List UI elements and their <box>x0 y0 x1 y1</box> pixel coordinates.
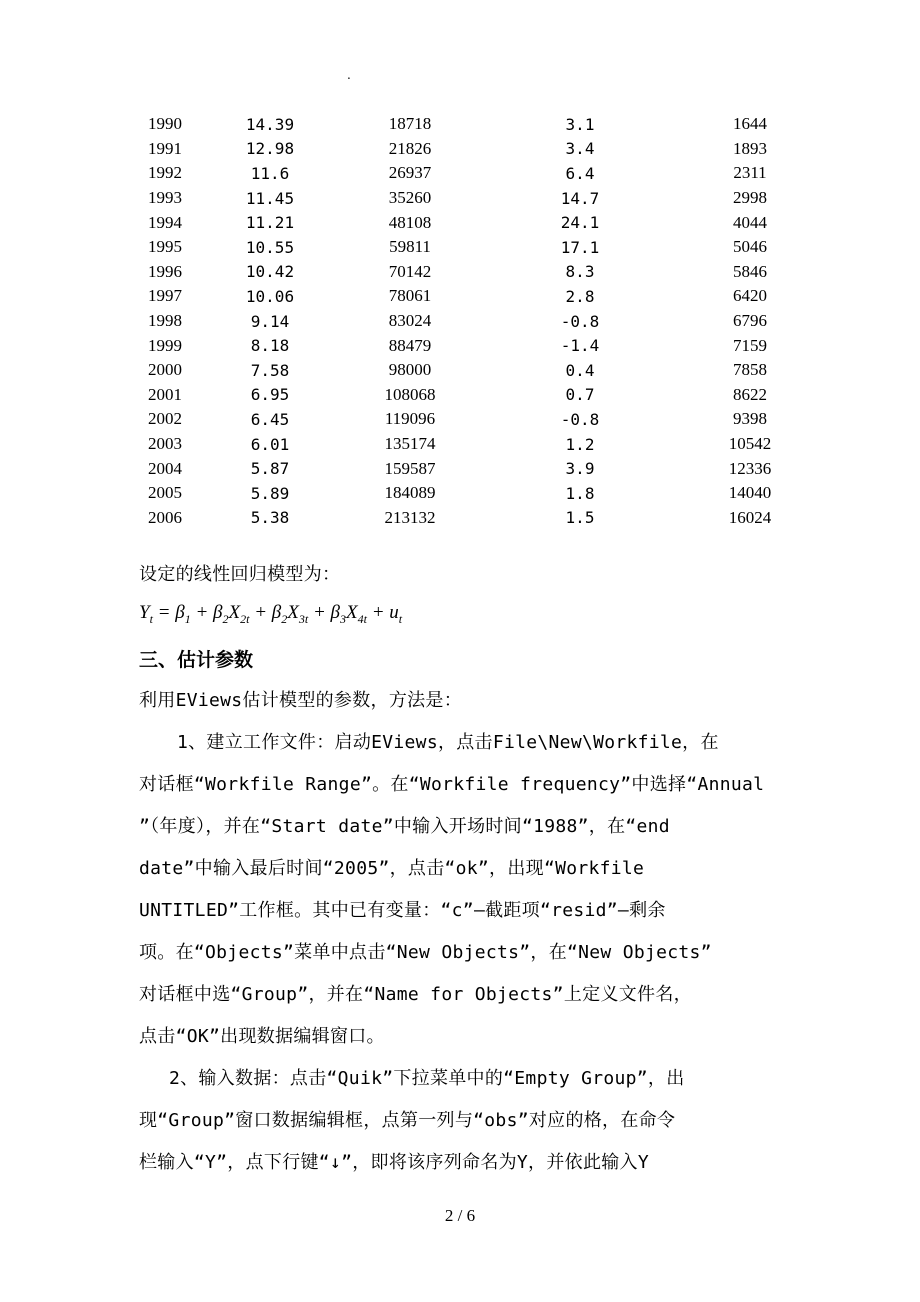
table-cell: 9.14 <box>250 311 290 331</box>
table-cell: 24.1 <box>560 213 600 233</box>
section-heading: 三、估计参数 <box>139 649 254 671</box>
table-row <box>130 210 820 235</box>
regression-formula: $Y_t = \beta_1 + \beta_2X_{2t} + \beta_2X_{3t} + \beta_3X_{4t} + u_t$ <box>139 602 403 626</box>
page-number: 2 / 6 <box>444 1206 476 1225</box>
table-cell: 2003 <box>148 434 182 454</box>
table-cell: 2005 <box>148 483 182 503</box>
intro-text: 利用EViews估计模型的参数，方法是： <box>139 690 463 711</box>
table-cell: 14.7 <box>560 188 600 208</box>
table-cell: 6.95 <box>250 385 290 405</box>
step2-line: 2、输入数据：点击“Quik”下拉菜单中的“Empty Group”，出 <box>169 1068 685 1089</box>
table-cell: 7.58 <box>250 360 290 380</box>
table-cell: 213132 <box>384 507 436 527</box>
table-cell: 1996 <box>148 261 182 281</box>
table-cell: 8622 <box>733 384 767 404</box>
table-cell: 1991 <box>148 138 182 158</box>
table-cell: 8.3 <box>565 262 595 282</box>
table-row <box>130 506 820 531</box>
step1-line: 对话框“Workfile Range”。在“Workfile frequency”中选择“Annual <box>139 774 765 795</box>
table-cell: 1992 <box>148 163 182 183</box>
table-cell: -0.8 <box>560 311 600 331</box>
table-row <box>130 383 820 408</box>
table-cell: 3.1 <box>565 114 595 134</box>
data-table-body <box>130 112 820 530</box>
table-cell: 48108 <box>388 212 432 232</box>
table-cell: 7858 <box>733 360 767 380</box>
data-table <box>130 112 820 530</box>
table-cell: 9398 <box>733 409 767 429</box>
table-cell: 1993 <box>148 188 182 208</box>
table-row <box>130 432 820 457</box>
table-cell: 14.39 <box>245 114 295 134</box>
table-cell: 78061 <box>388 286 432 306</box>
table-cell: 8.18 <box>250 336 290 356</box>
table-cell: 2998 <box>733 188 767 208</box>
table-cell: 2004 <box>148 458 182 478</box>
table-cell: 2000 <box>148 360 182 380</box>
table-cell: 5846 <box>733 261 767 281</box>
table-row <box>130 137 820 162</box>
table-cell: 10542 <box>728 434 772 454</box>
table-cell: 16024 <box>728 507 772 527</box>
table-cell: 3.4 <box>565 139 595 159</box>
table-cell: 2006 <box>148 507 182 527</box>
table-row <box>130 186 820 211</box>
table-cell: 2311 <box>733 163 767 183</box>
table-cell: 6.01 <box>250 434 290 454</box>
table-cell: 4044 <box>733 212 767 232</box>
table-cell: 5.38 <box>250 508 290 528</box>
table-cell: 17.1 <box>560 237 600 257</box>
table-cell: 10.42 <box>245 262 295 282</box>
table-cell: 1999 <box>148 335 182 355</box>
table-cell: 18718 <box>388 114 432 134</box>
table-cell: 1998 <box>148 311 182 331</box>
table-cell: 98000 <box>388 360 432 380</box>
table-cell: 35260 <box>388 188 432 208</box>
table-row <box>130 284 820 309</box>
step1-line: 1、建立工作文件：启动EViews，点击File\New\Workfile，在 <box>177 732 719 753</box>
table-cell: 14040 <box>728 483 772 503</box>
table-cell: 1893 <box>733 138 767 158</box>
table-cell: 1.8 <box>565 483 595 503</box>
table-cell: 0.7 <box>565 385 595 405</box>
table-cell: 1.2 <box>565 434 595 454</box>
table-cell: 6.45 <box>250 409 290 429</box>
table-cell: -0.8 <box>560 409 600 429</box>
step1-line: date”中输入最后时间“2005”，点击“ok”，出现“Workfile <box>139 858 645 879</box>
table-cell: 83024 <box>388 311 432 331</box>
step1-line: 项。在“Objects”菜单中点击“New Objects”，在“New Objects” <box>139 942 712 963</box>
table-cell: 1995 <box>148 237 182 257</box>
table-cell: 21826 <box>388 138 432 158</box>
table-cell: 11.21 <box>245 213 295 233</box>
table-cell: 59811 <box>389 237 431 257</box>
table-cell: 10.55 <box>245 237 295 257</box>
table-row <box>130 358 820 383</box>
table-cell: 6796 <box>733 311 767 331</box>
table-cell: 2001 <box>148 384 182 404</box>
table-cell: 12336 <box>728 458 772 478</box>
table-cell: 11.45 <box>245 188 295 208</box>
table-row <box>130 235 820 260</box>
table-cell: 10.06 <box>245 286 295 306</box>
step1-line: UNTITLED”工作框。其中已有变量：“c”—截距项“resid”—剩余 <box>139 900 666 921</box>
table-cell: 70142 <box>388 261 432 281</box>
table-row <box>130 481 820 506</box>
table-cell: 6420 <box>733 286 767 306</box>
table-cell: 2.8 <box>565 286 595 306</box>
table-cell: 0.4 <box>565 360 595 380</box>
table-cell: 5.87 <box>250 459 290 479</box>
table-cell: 12.98 <box>245 139 295 159</box>
table-cell: 5046 <box>733 237 767 257</box>
table-row <box>130 333 820 358</box>
step1-line: ”（年度），并在“Start date”中输入开场时间“1988”，在“end <box>139 816 670 837</box>
table-cell: 135174 <box>384 434 436 454</box>
formula-y: Y <box>139 602 150 623</box>
table-cell: 119096 <box>384 409 436 429</box>
table-cell: 2002 <box>148 409 182 429</box>
body-text <box>139 680 799 1184</box>
table-cell: 1990 <box>148 114 182 134</box>
table-cell: 1997 <box>148 286 182 306</box>
table-cell: 1644 <box>733 114 767 134</box>
step2-line: 栏输入“Y”，点下行键“↓”，即将该序列命名为Y，并依此输入Y <box>139 1152 649 1173</box>
table-cell: 184089 <box>384 483 436 503</box>
table-cell: 26937 <box>388 163 432 183</box>
table-cell: 88479 <box>388 335 432 355</box>
table-cell: 108068 <box>384 384 436 404</box>
table-cell: 1.5 <box>565 508 595 528</box>
table-row <box>130 112 820 137</box>
table-cell: 159587 <box>384 458 436 478</box>
step1-line: 点击“OK”出现数据编辑窗口。 <box>139 1026 385 1047</box>
table-row <box>130 407 820 432</box>
table-cell: 1994 <box>148 212 182 232</box>
model-intro-block <box>139 554 799 596</box>
table-row <box>130 309 820 334</box>
table-row <box>130 260 820 285</box>
stray-dot: . <box>347 68 351 82</box>
table-cell: 7159 <box>733 335 767 355</box>
table-row <box>130 456 820 481</box>
table-row <box>130 161 820 186</box>
step1-line: 对话框中选“Group”，并在“Name for Objects”上定义文件名， <box>139 984 692 1005</box>
table-cell: 3.9 <box>565 459 595 479</box>
table-cell: 6.4 <box>565 163 595 183</box>
table-cell: -1.4 <box>560 336 600 356</box>
table-cell: 5.89 <box>250 483 290 503</box>
table-cell: 11.6 <box>250 163 290 183</box>
step2-line: 现“Group”窗口数据编辑框，点第一列与“obs”对应的格，在命令 <box>139 1110 676 1131</box>
model-intro-text: 设定的线性回归模型为： <box>139 564 341 585</box>
